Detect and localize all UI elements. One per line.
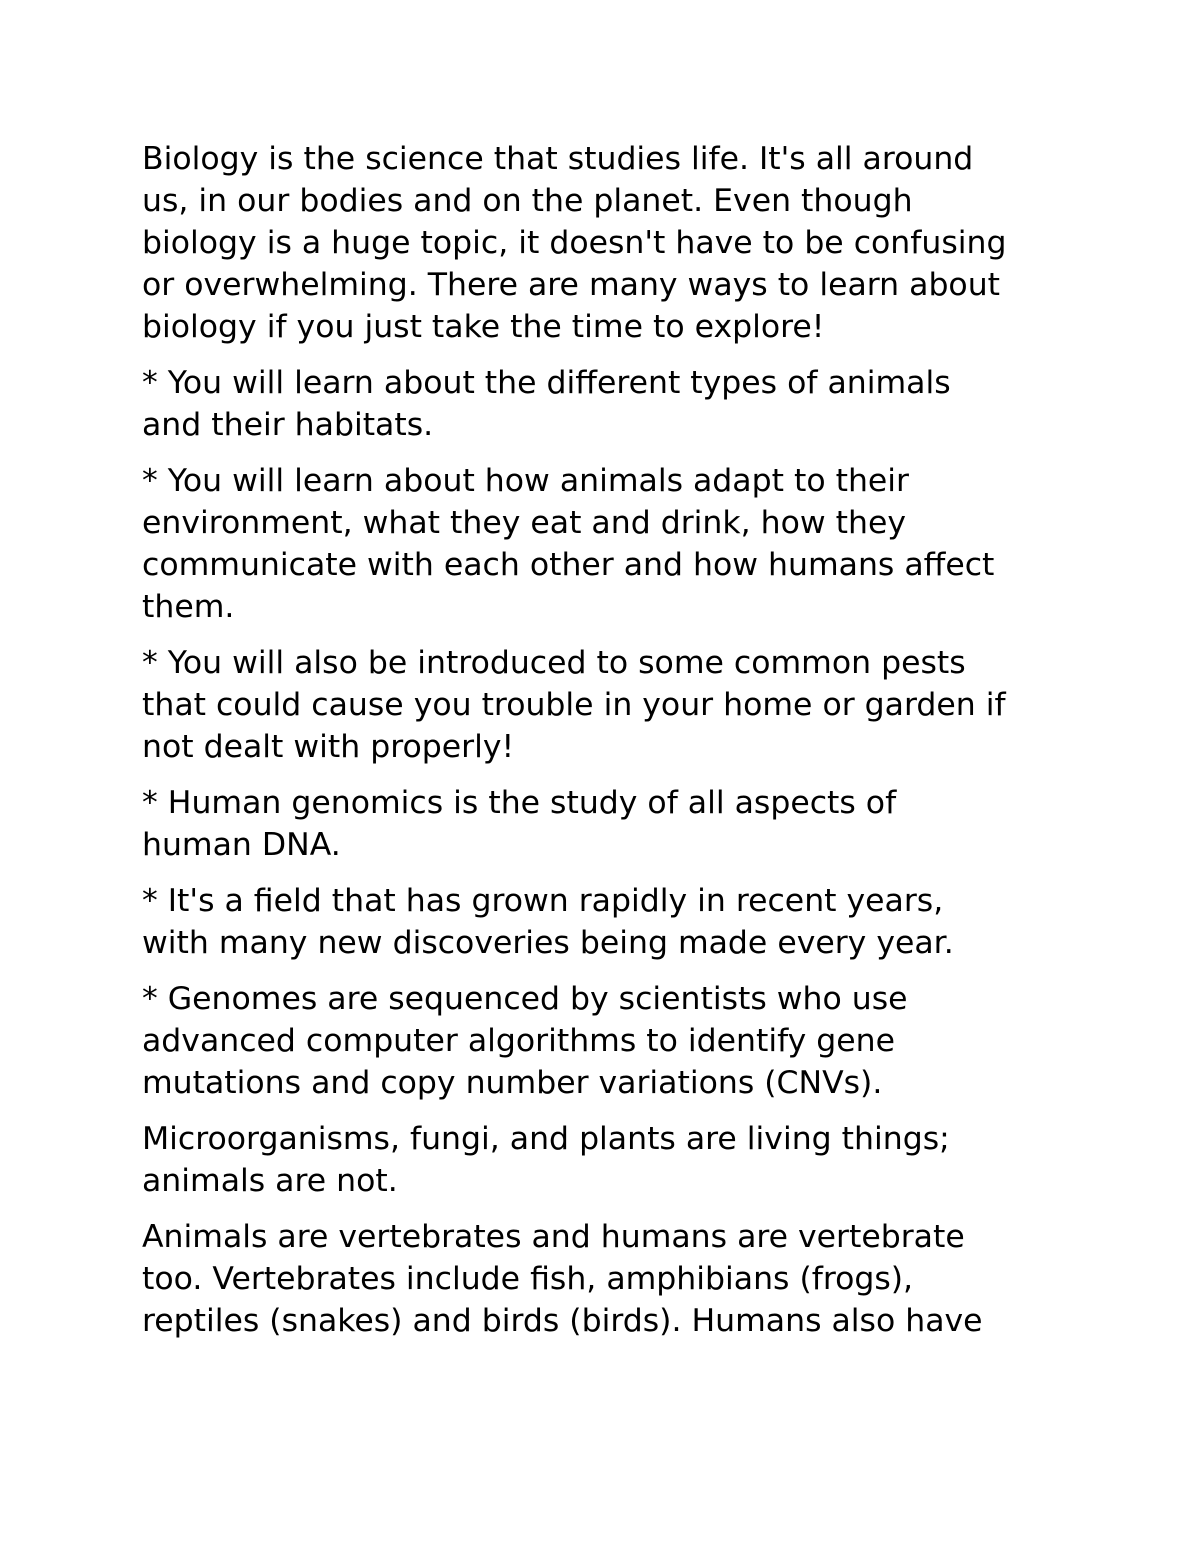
paragraph-field-growth: [142, 880, 1072, 964]
paragraph-animals-adapt: [142, 460, 1072, 628]
text-line: or overwhelming. There are many ways to learn about: [142, 267, 1001, 303]
text-line: that could cause you trouble in your home or garden if: [142, 687, 1006, 723]
text-line: biology if you just take the time to explore!: [142, 309, 825, 345]
text-line: Biology is the science that studies life. It's all around: [142, 141, 974, 177]
document-body: [142, 138, 1072, 1356]
paragraph-living-things: [142, 1118, 1072, 1202]
text-line: with many new discoveries being made every year.: [142, 925, 954, 961]
text-line: mutations and copy number variations (CNVs).: [142, 1065, 883, 1101]
text-line: Microorganisms, fungi, and plants are living things;: [142, 1121, 950, 1157]
text-line: reptiles (snakes) and birds (birds). Humans also have: [142, 1303, 983, 1339]
text-line: environment, what they eat and drink, how they: [142, 505, 906, 541]
text-line: * It's a field that has grown rapidly in recent years,: [142, 883, 944, 919]
text-line: not dealt with properly!: [142, 729, 515, 765]
text-line: advanced computer algorithms to identify gene: [142, 1023, 896, 1059]
text-line: biology is a huge topic, it doesn't have to be confusing: [142, 225, 1007, 261]
text-line: * You will also be introduced to some common pests: [142, 645, 966, 681]
text-line: Animals are vertebrates and humans are vertebrate: [142, 1219, 965, 1255]
text-line: * You will learn about how animals adapt to their: [142, 463, 909, 499]
paragraph-animals-habitats: [142, 362, 1072, 446]
text-line: too. Vertebrates include fish, amphibians (frogs),: [142, 1261, 914, 1297]
paragraph-pests: [142, 642, 1072, 768]
text-line: human DNA.: [142, 827, 341, 863]
paragraph-intro: [142, 138, 1072, 348]
text-line: * You will learn about the different types of animals: [142, 365, 951, 401]
text-line: them.: [142, 589, 235, 625]
text-line: us, in our bodies and on the planet. Even though: [142, 183, 913, 219]
text-line: * Human genomics is the study of all aspects of: [142, 785, 897, 821]
paragraph-genome-sequencing: [142, 978, 1072, 1104]
paragraph-human-genomics: [142, 782, 1072, 866]
text-line: animals are not.: [142, 1163, 398, 1199]
text-line: * Genomes are sequenced by scientists who use: [142, 981, 908, 1017]
text-line: and their habitats.: [142, 407, 434, 443]
text-line: communicate with each other and how humans affect: [142, 547, 995, 583]
paragraph-vertebrates: [142, 1216, 1072, 1342]
